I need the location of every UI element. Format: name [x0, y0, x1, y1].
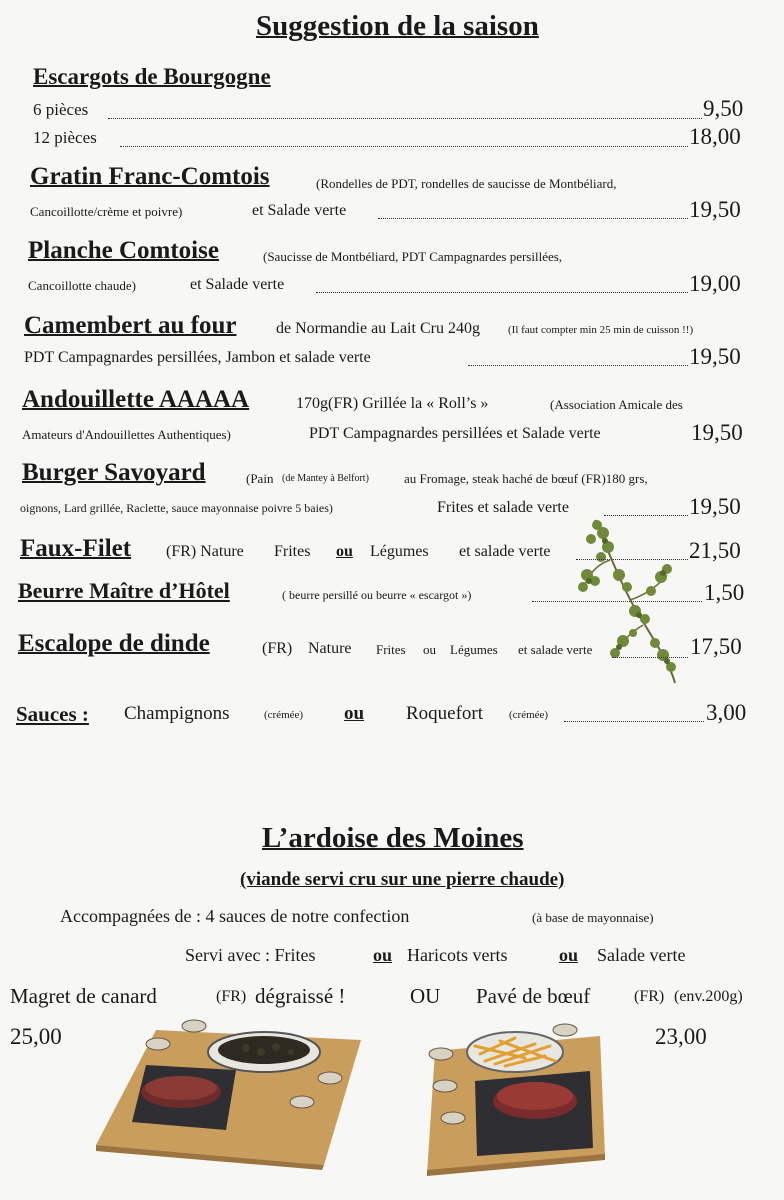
andouillette-extra: PDT Campagnardes persillées et Salade verte	[309, 425, 601, 442]
dotted-leader	[532, 601, 702, 602]
burger-extra: Frites et salade verte	[437, 499, 569, 516]
dish-name-andouillette: Andouillette AAAAA	[22, 386, 250, 413]
gratin-desc-2: Cancoillotte/crème et poivre)	[30, 204, 183, 219]
magret-degraisse: dégraissé !	[255, 984, 346, 1008]
section-title-suggestion: Suggestion de la saison	[256, 10, 539, 42]
andouillette-price: 19,50	[691, 420, 743, 445]
ardoise-subtitle: (viande servi cru sur une pierre chaude)	[240, 869, 565, 890]
escalope-fr: (FR)	[262, 640, 293, 657]
fauxfilet-fr: (FR) Nature	[166, 543, 244, 560]
sauces-price: 3,00	[706, 700, 747, 725]
dish-name-planche: Planche Comtoise	[28, 237, 219, 264]
planche-desc-2: Cancoillotte chaude)	[28, 278, 136, 293]
escalope-nature: Nature	[308, 640, 352, 657]
sauces-ou: ou	[344, 703, 365, 724]
planche-extra: et Salade verte	[190, 276, 285, 293]
burger-desc-1b: (de Mantey à Belfort)	[282, 473, 369, 484]
magret-fr: (FR)	[216, 988, 247, 1005]
andouillette-desc-1: 170g(FR) Grillée la « Roll’s »	[296, 395, 489, 412]
escalope-legumes: Légumes	[450, 642, 498, 657]
burger-desc-2: oignons, Lard grillée, Raclette, sauce mayonnaise poivre 5 baies)	[20, 501, 333, 515]
beurre-price: 1,50	[704, 580, 745, 605]
sauces-label: Sauces :	[16, 702, 89, 726]
planche-price: 19,00	[689, 271, 741, 296]
camembert-desc-1: de Normandie au Lait Cru 240g	[276, 320, 480, 337]
dish-name-escalope: Escalope de dinde	[18, 630, 210, 657]
section-title-ardoise: L’ardoise des Moines	[262, 822, 524, 854]
gratin-price: 19,50	[689, 197, 741, 222]
dotted-leader	[468, 365, 688, 366]
andouillette-desc-2: Amateurs d'Andouillettes Authentiques)	[22, 427, 231, 442]
ardoise-accompagnement-note: (à base de mayonnaise)	[532, 910, 654, 925]
gratin-extra: et Salade verte	[252, 202, 347, 219]
dotted-leader	[316, 292, 688, 293]
fauxfilet-legumes: Légumes	[370, 543, 429, 560]
ardoise-haricots: Haricots verts	[407, 945, 508, 965]
dotted-leader	[108, 118, 702, 119]
dish-name-burger: Burger Savoyard	[22, 459, 206, 486]
fauxfilet-salade: et salade verte	[459, 543, 551, 560]
escalope-ou: ou	[423, 642, 436, 657]
dish-name-fauxfilet: Faux-Filet	[20, 535, 132, 562]
camembert-price: 19,50	[689, 344, 741, 369]
dotted-leader	[564, 721, 704, 722]
escalope-frites: Frites	[376, 642, 406, 657]
escargots-6-label: 6 pièces	[33, 100, 89, 119]
gratin-desc-1: (Rondelles de PDT, rondelles de saucisse de Montbéliard,	[316, 176, 617, 191]
ardoise-ou-2: ou	[559, 945, 579, 965]
ardoise-servi: Servi avec : Frites	[185, 945, 316, 965]
sauce-roquefort-note: (crémée)	[509, 709, 549, 721]
dotted-leader	[378, 218, 688, 219]
escalope-price: 17,50	[690, 634, 742, 659]
camembert-desc-2: PDT Campagnardes persillées, Jambon et salade verte	[24, 349, 371, 366]
dish-name-escargots: Escargots de Bourgogne	[33, 64, 271, 89]
dish-name-camembert: Camembert au four	[24, 312, 237, 339]
escalope-salade: et salade verte	[518, 642, 593, 657]
pave-weight: (env.200g)	[674, 988, 743, 1005]
pave-plate-illustration	[405, 1016, 615, 1176]
dotted-leader	[612, 657, 688, 658]
dotted-leader	[576, 559, 688, 560]
fauxfilet-frites: Frites	[274, 543, 311, 560]
camembert-note: (Il faut compter min 25 min de cuisson !!)	[508, 324, 694, 336]
ardoise-ou-1: ou	[373, 945, 393, 965]
herb-sprig-illustration	[575, 515, 695, 685]
sauce-champignons: Champignons	[124, 703, 230, 724]
fauxfilet-price: 21,50	[689, 538, 741, 563]
sauce-roquefort: Roquefort	[406, 703, 484, 724]
planche-desc-1: (Saucisse de Montbéliard, PDT Campagnardes persillées,	[263, 249, 563, 264]
andouillette-desc-1b: (Association Amicale des	[550, 397, 683, 412]
burger-price: 19,50	[689, 494, 741, 519]
pave-name: Pavé de bœuf	[476, 984, 591, 1008]
ardoise-salade: Salade verte	[597, 945, 686, 965]
pave-price: 23,00	[655, 1024, 707, 1049]
escargots-12-price: 18,00	[689, 124, 741, 149]
sauce-champignons-note: (crémée)	[264, 709, 304, 721]
escargots-12-label: 12 pièces	[33, 128, 97, 147]
beurre-desc: ( beurre persillé ou beurre « escargot »)	[282, 588, 472, 602]
dish-name-gratin: Gratin Franc-Comtois	[30, 163, 270, 190]
burger-desc-1c: au Fromage, steak haché de bœuf (FR)180 grs,	[404, 471, 648, 486]
magret-plate-illustration	[96, 1010, 368, 1170]
dish-name-beurre: Beurre Maître d’Hôtel	[18, 578, 230, 603]
escargots-6-price: 9,50	[703, 96, 744, 121]
fauxfilet-ou: ou	[336, 543, 353, 560]
ardoise-OU: OU	[410, 984, 441, 1008]
pave-fr: (FR)	[634, 988, 665, 1005]
magret-name: Magret de canard	[10, 984, 157, 1008]
magret-price: 25,00	[10, 1024, 62, 1049]
dotted-leader	[120, 146, 688, 147]
ardoise-accompagnement: Accompagnées de : 4 sauces de notre confection	[60, 906, 410, 926]
burger-desc-1a: (Pain	[246, 471, 274, 486]
